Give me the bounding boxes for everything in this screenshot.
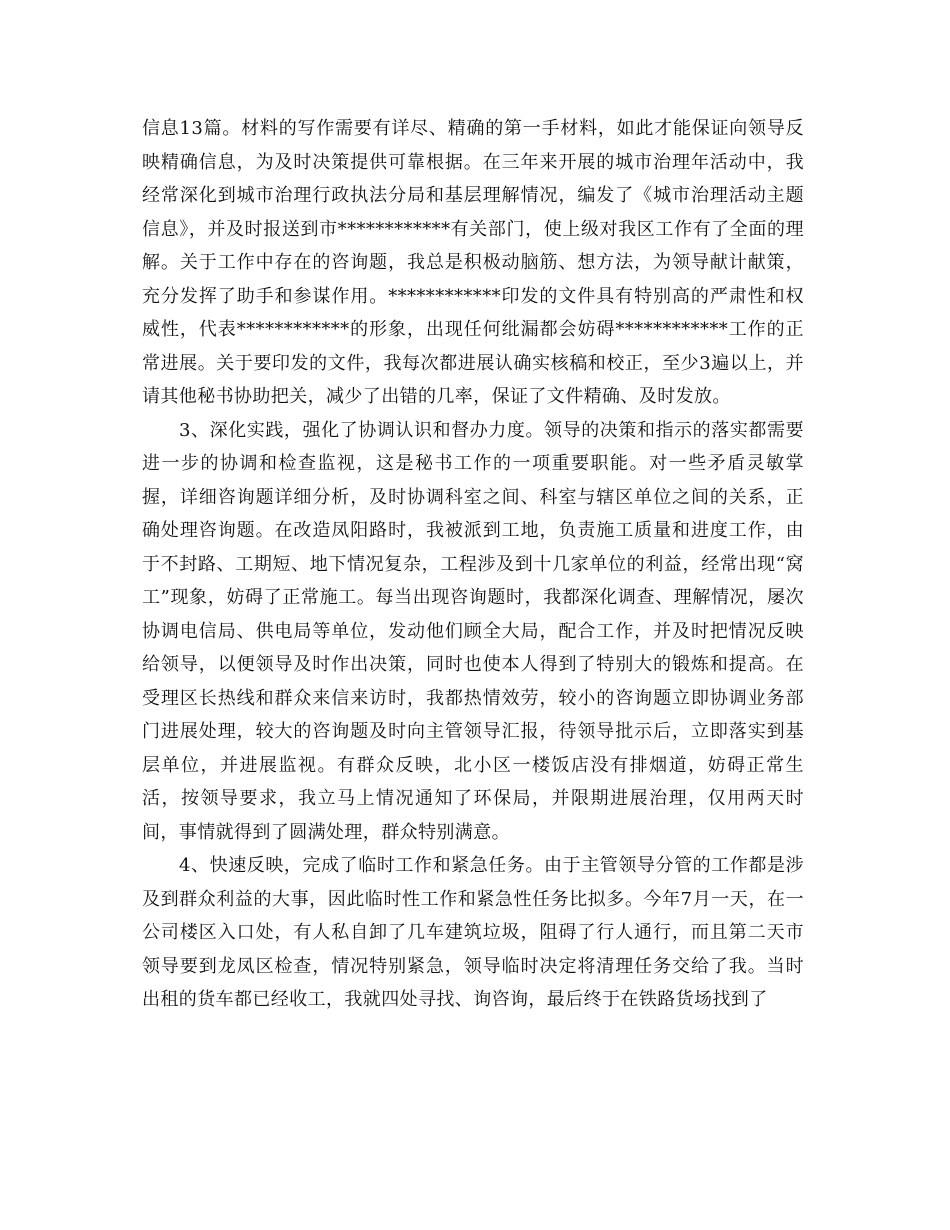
document-body: [142, 112, 804, 1017]
paragraph-3: 3、深化实践，强化了协调认识和督办力度。领导的决策和指示的落实都需要进一步的协调和检查监视，这是秘书工作的一项重要职能。对一些矛盾灵敏掌握，详细咨询题详细分析，及时协调科室之间、科室与辖区单位之间的关系，正确处理咨询题。在改造凤阳路时，我被派到工地，负责施工质量和进度工作，由于不封路、工期短、地下情况复杂，工程涉及到十几家单位的利益，经常出现“窝工”现象，妨碍了正常施工。每当出现咨询题时，我都深化调查、理解情况，屡次协调电信局、供电局等单位，发动他们顾全大局，配合工作，并及时把情况反映给领导，以便领导及时作出决策，同时也使本人得到了特别大的锻炼和提高。在受理区长热线和群众来信来访时，我都热情效劳，较小的咨询题立即协调业务部门进展处理，较大的咨询题及时向主管领导汇报，待领导批示后，立即落实到基层单位，并进展监视。有群众反映，北小区一楼饭店没有排烟道，妨碍正常生活，按领导要求，我立马上情况通知了环保局，并限期进展治理，仅用两天时间，事情就得到了圆满处理，群众特别满意。: [142, 419, 804, 843]
paragraph-continuation: 信息13篇。材料的写作需要有详尽、精确的第一手材料，如此才能保证向领导反映精确信息，为及时决策提供可靠根据。在三年来开展的城市治理年活动中，我经常深化到城市治理行政执法分局和基层理解情况，编发了《城市治理活动主题信息》，并及时报送到市************有关部门，使上级对我区工作有了全面的理解。关于工作中存在的咨询题，我总是积极动脑筋、想方法，为领导献计献策，充分发挥了助手和参谋作用。************印发的文件具有特别高的严肃性和权威性，代表************的形象，出现任何纰漏都会妨碍************工作的正常进展。关于要印发的文件，我每次都进展认确实核稿和校正，至少3遍以上，并请其他秘书协助把关，减少了出错的几率，保证了文件精确、及时发放。: [142, 118, 804, 407]
paragraph-4: 4、快速反映，完成了临时工作和紧急任务。由于主管领导分管的工作都是涉及到群众利益的大事，因此临时性工作和紧急性任务比拟多。今年7月一天，在一公司楼区入口处，有人私自卸了几车建筑垃圾，阻碍了行人通行，而且第二天市领导要到龙凤区检查，情况特别紧急，领导临时决定将清理任务交给了我。当时出租的货车都已经收工，我就四处寻找、询咨询，最后终于在铁路货场找到了: [142, 855, 804, 1010]
